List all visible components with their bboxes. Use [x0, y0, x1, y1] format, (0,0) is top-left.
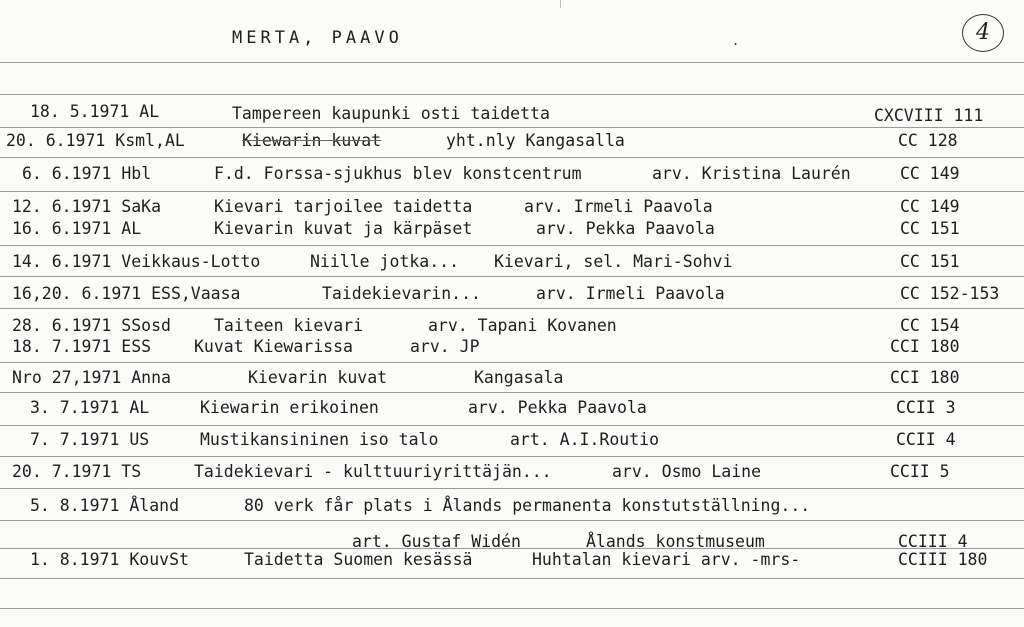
rule-line: [0, 62, 1024, 63]
rule-line: [0, 425, 1024, 426]
entry-ref: CC 154: [900, 316, 960, 335]
entry-title: Taiteen kievari: [214, 316, 364, 335]
rule-line: [0, 127, 1024, 128]
card-number-circle: 4: [962, 14, 1004, 52]
entry-date: 3. 7.1971 AL: [30, 398, 150, 417]
entry-title: Kiewarin erikoinen: [200, 398, 379, 417]
entry-note: art. A.I.Routio: [510, 430, 660, 449]
entry-title: Niille jotka...: [310, 252, 460, 271]
entry-date: 16. 6.1971 AL: [12, 219, 142, 238]
entry-note: arv. Pekka Paavola: [468, 398, 647, 417]
entry-ref: CC 149: [900, 197, 960, 216]
entry-note: arv. Irmeli Paavola: [536, 284, 725, 303]
entry-date: 12. 6.1971 SaKa: [12, 197, 162, 216]
entry-ref: CCII 3: [896, 398, 956, 417]
entry-note: Ålands konstmuseum: [586, 532, 765, 551]
entry-note: Kievari, sel. Mari-Sohvi: [494, 252, 733, 271]
entry-title: Tampereen kaupunki osti taidetta: [232, 104, 550, 123]
rule-line: [0, 608, 1024, 609]
entry-title: 80 verk får plats i Ålands permanenta konstutställning...: [244, 496, 811, 515]
entry-date: 20. 6.1971 Ksml,AL: [6, 131, 185, 150]
entry-date: Nro 27,1971 Anna: [12, 368, 171, 387]
entry-ref: CCIII 180: [898, 550, 988, 569]
entry-ref: CXCVIII 111: [874, 106, 984, 125]
entry-ref: CC 128: [898, 131, 958, 150]
rule-line: [0, 456, 1024, 457]
entry-note: arv. Kristina Laurén: [652, 164, 851, 183]
entry-title: Taidetta Suomen kesässä: [244, 550, 473, 569]
entry-date: 16,20. 6.1971 ESS,Vaasa: [12, 284, 241, 303]
entry-note: Kangasala: [474, 368, 564, 387]
rule-line: [0, 488, 1024, 489]
entry-note: arv. Osmo Laine: [612, 462, 762, 481]
entry-note: arv. JP: [410, 337, 480, 356]
rule-line: [0, 578, 1024, 579]
entry-ref: CCI 180: [890, 368, 960, 387]
entry-date: 7. 7.1971 US: [30, 430, 150, 449]
entry-date: 6. 6.1971 Hbl: [22, 164, 152, 183]
entry-note: arv. Irmeli Paavola: [524, 197, 713, 216]
entry-date: 28. 6.1971 SSosd: [12, 316, 171, 335]
entry-date: 18. 7.1971 ESS: [12, 337, 152, 356]
rule-line: [0, 520, 1024, 521]
entry-date: 18. 5.1971 AL: [30, 102, 160, 121]
entry-title: Kievari tarjoilee taidetta: [214, 197, 473, 216]
entry-title: Taidekievari - kulttuuriyrittäjän...: [194, 462, 552, 481]
rule-line: [0, 94, 1024, 95]
rule-line: [0, 276, 1024, 277]
entry-title: Mustikansininen iso talo: [200, 430, 439, 449]
entry-ref: CC 151: [900, 219, 960, 238]
entry-ref: CCI 180: [890, 337, 960, 356]
entry-ref: CCII 5: [890, 462, 950, 481]
entry-date: 20. 7.1971 TS: [12, 462, 142, 481]
entry-title: Kievarin kuvat ja kärpäset: [214, 219, 473, 238]
tick-mark: [560, 0, 561, 8]
entry-title: Taidekievarin...: [322, 284, 481, 303]
entry-date: 14. 6.1971 Veikkaus-Lotto: [12, 252, 261, 271]
entry-ref: CC 151: [900, 252, 960, 271]
card-title: MERTA, PAAVO: [232, 28, 403, 48]
entry-date: 5. 8.1971 Åland: [30, 496, 180, 515]
entry-title: Kievarin kuvat: [248, 368, 388, 387]
entry-title: Kuvat Kiewarissa: [194, 337, 353, 356]
rule-line: [0, 392, 1024, 393]
entry-ref: CC 149: [900, 164, 960, 183]
entry-date: 1. 8.1971 KouvSt: [30, 550, 189, 569]
entry-note: Huhtalan kievari arv. -mrs-: [532, 550, 801, 569]
stray-mark: .: [732, 34, 740, 48]
rule-line: [0, 362, 1024, 363]
rule-line: [0, 308, 1024, 309]
entry-artist: art. Gustaf Widén: [352, 532, 521, 551]
entry-ref: CCII 4: [896, 430, 956, 449]
entry-note: arv. Pekka Paavola: [536, 219, 715, 238]
entry-title: Kiewarin kuvat: [242, 131, 382, 150]
entry-ref: CC 152-153: [900, 284, 1000, 303]
entry-note: yht.nly Kangasalla: [446, 131, 625, 150]
rule-line: [0, 245, 1024, 246]
rule-line: [0, 157, 1024, 158]
entry-note: arv. Tapani Kovanen: [428, 316, 617, 335]
entry-title: F.d. Forssa-sjukhus blev konstcentrum: [214, 164, 582, 183]
entry-ref: CCIII 4: [898, 532, 968, 551]
rule-line: [0, 191, 1024, 192]
